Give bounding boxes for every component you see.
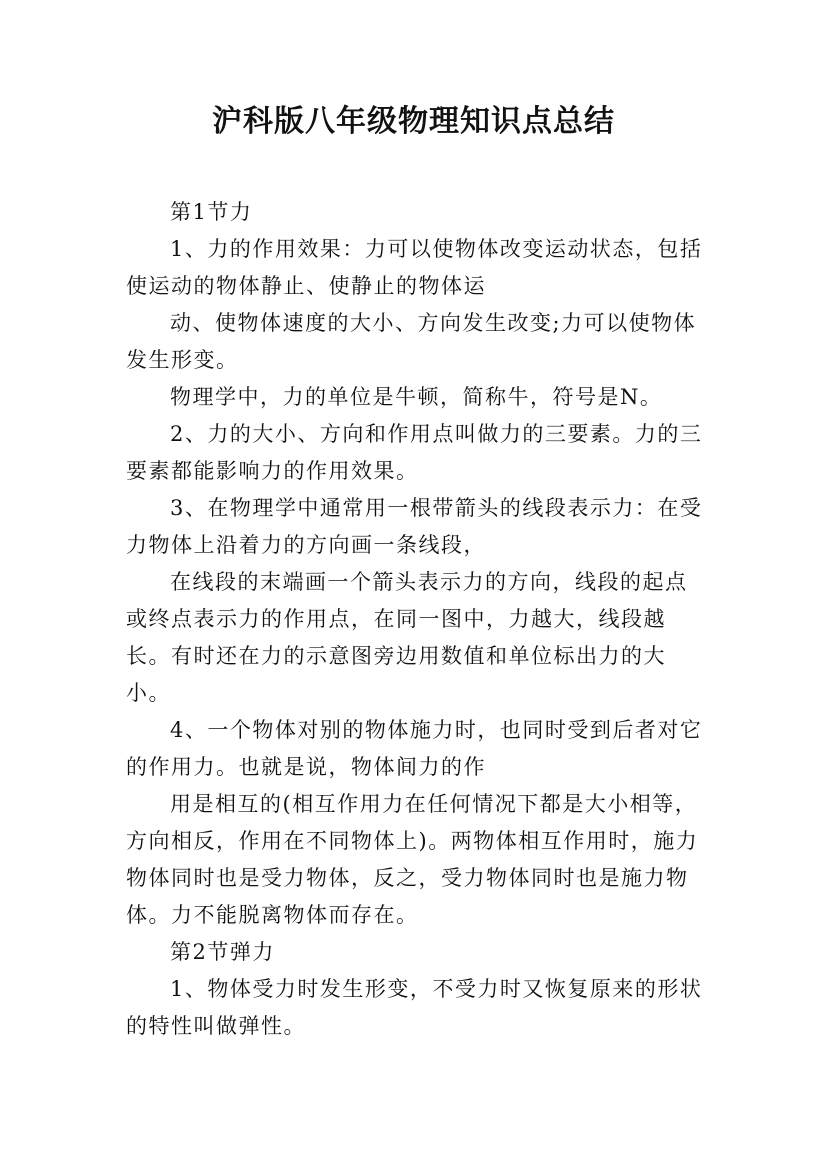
section-heading-1: 第1节力 bbox=[170, 200, 253, 224]
paragraph: 在线段的末端画一个箭头表示力的方向，线段的起点或终点表示力的作用点，在同一图中，力越大，线段越长。有时还在力的示意图旁边用数值和单位标出力的大小。 bbox=[126, 570, 688, 705]
paragraph: 3、在物理学中通常用一根带箭头的线段表示力：在受力物体上沿着力的方向画一条线段， bbox=[126, 496, 703, 557]
section-heading-2: 第2节弹力 bbox=[170, 940, 275, 964]
paragraph: 动、使物体速度的大小、方向发生改变;力可以使物体发生形变。 bbox=[126, 311, 697, 372]
paragraph: 1、力的作用效果：力可以使物体改变运动状态，包括使运动的物体静止、使静止的物体运 bbox=[126, 237, 703, 298]
paragraph: 2、力的大小、方向和作用点叫做力的三要素。力的三要素都能影响力的作用效果。 bbox=[126, 422, 703, 483]
paragraph: 物理学中，力的单位是牛顿，简称牛，符号是N。 bbox=[170, 385, 663, 409]
document-title: 沪科版八年级物理知识点总结 bbox=[212, 104, 615, 139]
paragraph: 用是相互的(相互作用力在任何情况下都是大小相等，方向相反，作用在不同物体上)。两物体相互作用时，施力物体同时也是受力物体，反之，受力物体同时也是施力物体。力不能脱离物体而存在。 bbox=[126, 792, 699, 927]
paragraph: 4、一个物体对别的物体施力时，也同时受到后者对它的作用力。也就是说，物体间力的作 bbox=[126, 718, 703, 779]
document-body bbox=[126, 194, 704, 1045]
paragraph: 1、物体受力时发生形变，不受力时又恢复原来的形状的特性叫做弹性。 bbox=[126, 977, 703, 1038]
